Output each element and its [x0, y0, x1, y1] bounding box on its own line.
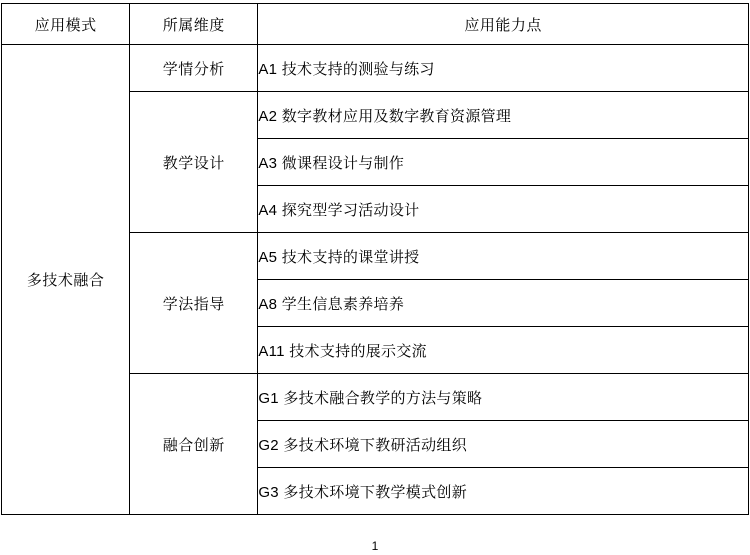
document-page: [0, 3, 750, 555]
capability-cell: A1 技术支持的测验与练习: [258, 45, 749, 92]
capability-cell: A8 学生信息素养培养: [258, 280, 749, 327]
column-header-dimension: 所属维度: [130, 4, 258, 45]
column-header-capability: 应用能力点: [258, 4, 749, 45]
dimension-cell: 融合创新: [130, 374, 258, 515]
dimension-cell: 教学设计: [130, 92, 258, 233]
capability-cell: G1 多技术融合教学的方法与策略: [258, 374, 749, 421]
capability-cell: A5 技术支持的课堂讲授: [258, 233, 749, 280]
capability-cell: G2 多技术环境下教研活动组织: [258, 421, 749, 468]
capability-table: [1, 3, 749, 515]
page-number: 1: [371, 539, 379, 553]
column-header-mode: 应用模式: [2, 4, 130, 45]
table-header-row: [2, 4, 749, 45]
table-body: [2, 45, 749, 515]
mode-cell: 多技术融合: [2, 45, 130, 515]
capability-cell: A11 技术支持的展示交流: [258, 327, 749, 374]
dimension-cell: 学法指导: [130, 233, 258, 374]
capability-cell: A2 数字教材应用及数字教育资源管理: [258, 92, 749, 139]
table-header: [2, 4, 749, 45]
capability-cell: A3 微课程设计与制作: [258, 139, 749, 186]
dimension-cell: 学情分析: [130, 45, 258, 92]
capability-cell: A4 探究型学习活动设计: [258, 186, 749, 233]
capability-cell: G3 多技术环境下教学模式创新: [258, 468, 749, 515]
table-row: [2, 45, 749, 92]
